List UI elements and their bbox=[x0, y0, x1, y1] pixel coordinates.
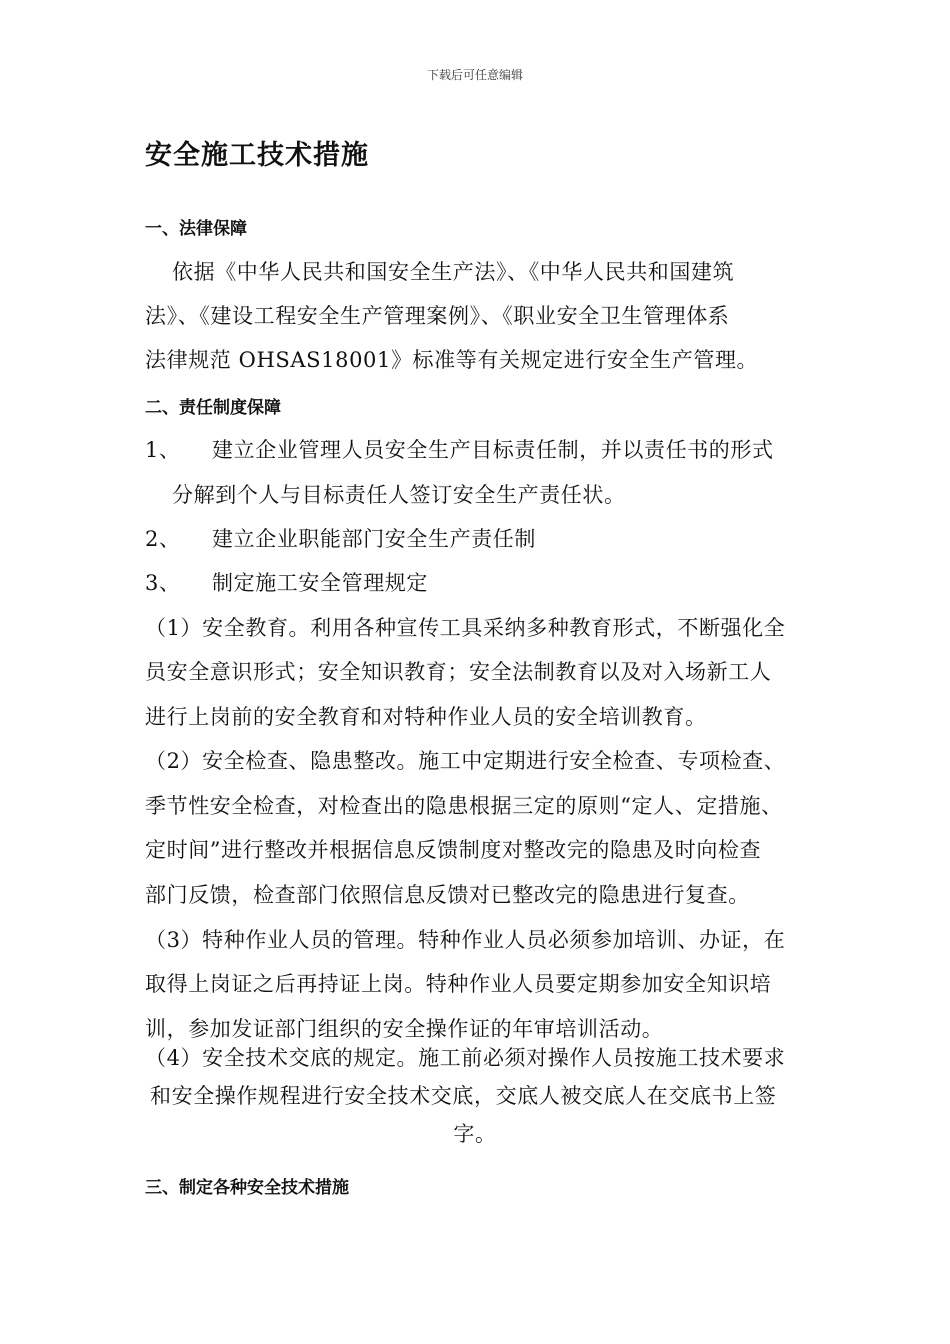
list-item bbox=[145, 523, 536, 553]
paragraph-line: 训，参加发证部门组织的安全操作证的年审培训活动。 bbox=[145, 1017, 664, 1041]
section-heading-2: 二、责任制度保障 bbox=[145, 398, 281, 418]
section-heading-3: 三、制定各种安全技术措施 bbox=[145, 1178, 349, 1198]
paragraph-line: 部门反馈，检查部门依照信息反馈对已整改完的隐患进行复查。 bbox=[145, 883, 750, 907]
paragraph-line: 定时间”进行整改并根据信息反馈制度对整改完的隐患及时向检查 bbox=[145, 838, 762, 862]
page-header: 下载后可任意编辑 bbox=[426, 68, 523, 82]
paragraph-line: （1）安全教育。利用各种宣传工具采纳多种教育形式，不断强化全 bbox=[145, 616, 786, 640]
document-title: 安全施工技术措施 bbox=[145, 140, 369, 171]
list-item-text: 建立企业管理人员安全生产目标责任制，并以责任书的形式 bbox=[212, 438, 774, 462]
paragraph-line: （3）特种作业人员的管理。特种作业人员必须参加培训、办证，在 bbox=[145, 928, 786, 952]
list-item-number: 1、 bbox=[145, 438, 181, 462]
paragraph-line: 取得上岗证之后再持证上岗。特种作业人员要定期参加安全知识培 bbox=[145, 972, 772, 996]
list-item-text: 建立企业职能部门安全生产责任制 bbox=[212, 527, 536, 551]
paragraph-line: 依据《中华人民共和国安全生产法》、《中华人民共和国建筑 bbox=[172, 260, 735, 284]
paragraph-line: （2）安全检查、隐患整改。施工中定期进行安全检查、专项检查、 bbox=[145, 749, 786, 773]
list-item-text: 制定施工安全管理规定 bbox=[212, 571, 428, 595]
paragraph-line: 法》、《建设工程安全生产管理案例》、《职业安全卫生管理体系 bbox=[145, 304, 730, 328]
list-item-number: 2、 bbox=[145, 527, 181, 551]
section-heading-1: 一、法律保障 bbox=[145, 219, 247, 239]
list-item bbox=[145, 567, 428, 597]
list-item-continuation: 分解到个人与目标责任人签订安全生产责任状。 bbox=[172, 483, 626, 507]
paragraph-line: 法律规范 OHSAS18001》标准等有关规定进行安全生产管理。 bbox=[145, 348, 759, 372]
paragraph-line: 进行上岗前的安全教育和对特种作业人员的安全培训教育。 bbox=[145, 705, 707, 729]
paragraph-line: （4）安全技术交底的规定。施工前必须对操作人员按施工技术要求 bbox=[145, 1046, 786, 1070]
list-item bbox=[145, 434, 774, 464]
paragraph-line: 字。 bbox=[453, 1122, 497, 1146]
list-item-number: 3、 bbox=[145, 571, 181, 595]
paragraph-line: 员安全意识形式；安全知识教育；安全法制教育以及对入场新工人 bbox=[145, 660, 772, 684]
paragraph-line: 季节性安全检查，对检查出的隐患根据三定的原则“定人、定措施、 bbox=[145, 794, 783, 818]
paragraph-line: 和安全操作规程进行安全技术交底，交底人被交底人在交底书上签 bbox=[150, 1084, 777, 1108]
